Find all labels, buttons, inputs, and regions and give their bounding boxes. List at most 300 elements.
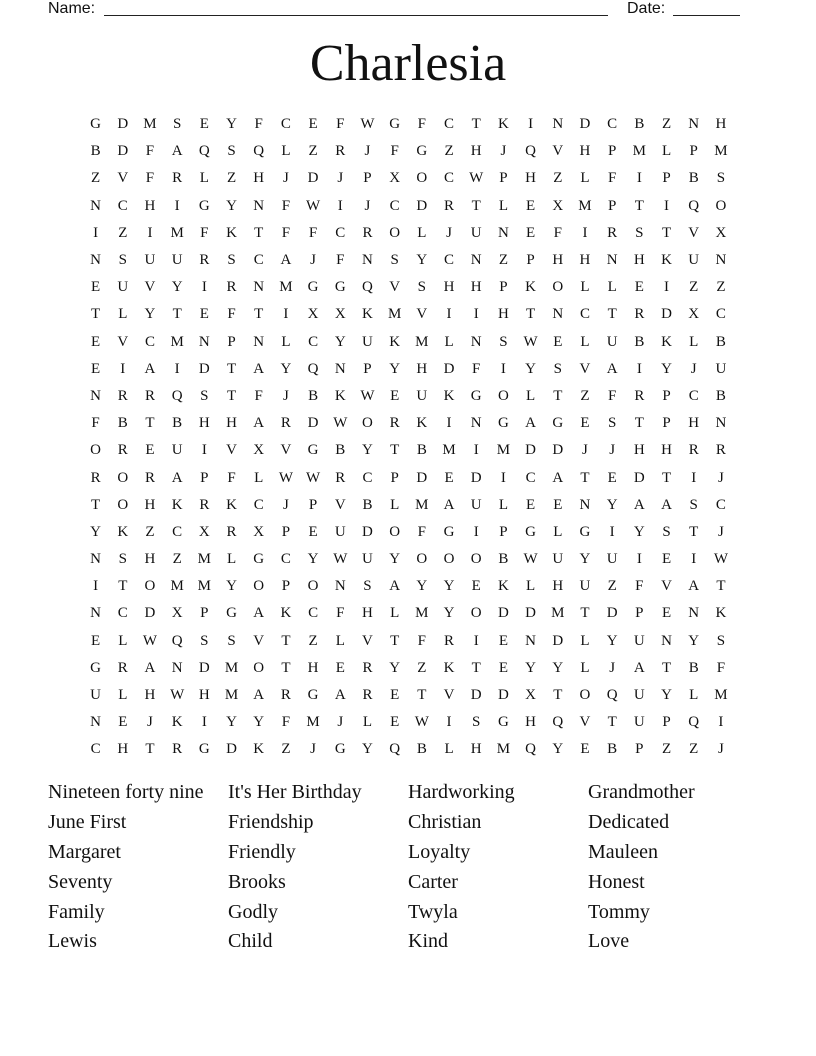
grid-letter: G [307, 687, 319, 704]
grid-letter: I [691, 551, 697, 568]
grid-letter: K [362, 306, 373, 323]
grid-letter: O [117, 469, 129, 486]
grid-letter: O [470, 605, 482, 622]
grid-letter: R [226, 523, 237, 540]
word-bank-item: Mauleen [588, 840, 658, 863]
grid-letter: D [226, 741, 237, 758]
grid-letter: I [582, 224, 588, 241]
grid-letter: Y [416, 578, 428, 595]
word-bank-item: Loyalty [408, 840, 471, 863]
grid-letter: D [144, 605, 156, 622]
grid-letter: Q [171, 387, 183, 404]
grid-letter: N [90, 551, 102, 568]
grid-letter: E [199, 306, 209, 323]
grid-letter: O [253, 659, 265, 676]
page-title: Charlesia [309, 35, 507, 92]
grid-row [82, 274, 735, 301]
grid-letter: C [280, 116, 291, 133]
grid-letter: U [171, 442, 183, 459]
grid-letter: J [282, 387, 289, 404]
grid-row [82, 301, 735, 328]
grid-letter: D [362, 523, 373, 540]
grid-letter: C [335, 224, 346, 241]
grid-letter: P [662, 714, 671, 731]
grid-letter: Y [525, 360, 537, 377]
grid-letter: S [689, 496, 698, 513]
grid-letter: Z [607, 578, 617, 595]
grid-letter: V [416, 306, 428, 323]
grid-letter: O [90, 442, 102, 459]
grid-letter: I [636, 551, 642, 568]
grid-letter: L [689, 687, 699, 704]
grid-letter: I [93, 224, 99, 241]
grid-letter: H [307, 659, 319, 676]
grid-letter: X [688, 306, 700, 323]
grid-letter: X [307, 306, 319, 323]
grid-row [82, 193, 735, 220]
grid-letter: R [280, 687, 291, 704]
grid-letter: S [472, 714, 481, 731]
grid-letter: J [337, 170, 344, 187]
grid-letter: H [552, 578, 564, 595]
grid-letter: U [416, 387, 428, 404]
grid-letter: F [607, 170, 617, 187]
grid-letter: W [142, 632, 158, 649]
grid-letter: N [688, 116, 700, 133]
grid-letter: L [417, 224, 427, 241]
grid-letter: E [91, 333, 101, 350]
grid-letter: T [254, 224, 264, 241]
grid-letter: H [633, 442, 645, 459]
grid-row [82, 628, 735, 655]
grid-letter: I [691, 469, 697, 486]
grid-letter: T [553, 387, 563, 404]
grid-letter: B [90, 143, 101, 160]
grid-letter: N [497, 224, 509, 241]
grid-letter: G [443, 523, 455, 540]
grid-letter: U [117, 279, 129, 296]
grid-letter: X [198, 523, 210, 540]
grid-letter: A [171, 469, 183, 486]
grid-letter: D [525, 442, 537, 459]
word-bank-item: Honest [588, 870, 645, 893]
grid-letter: Q [389, 741, 401, 758]
grid-row [82, 138, 735, 165]
grid-letter: H [117, 741, 129, 758]
grid-letter: E [553, 496, 563, 513]
grid-letter: M [578, 197, 592, 214]
letter-grid [82, 111, 735, 764]
grid-letter: A [253, 687, 265, 704]
grid-letter: I [473, 442, 479, 459]
grid-letter: V [117, 333, 129, 350]
grid-row [82, 111, 735, 138]
grid-letter: I [174, 197, 180, 214]
grid-letter: Y [226, 197, 237, 214]
grid-letter: B [715, 387, 726, 404]
grid-letter: H [198, 415, 210, 432]
grid-letter: T [634, 415, 644, 432]
grid-letter: U [688, 252, 700, 269]
grid-letter: Y [633, 523, 645, 540]
name-label: Name: [48, 0, 96, 17]
grid-letter: C [688, 387, 699, 404]
grid-row [82, 437, 735, 464]
grid-letter: I [201, 442, 207, 459]
grid-letter: H [253, 170, 265, 187]
grid-letter: U [633, 714, 645, 731]
grid-letter: T [417, 687, 427, 704]
grid-letter: Y [443, 605, 455, 622]
word-bank-item: Family [48, 900, 105, 923]
grid-letter: X [552, 197, 564, 214]
grid-letter: A [253, 360, 265, 377]
grid-letter: N [470, 333, 482, 350]
grid-letter: E [634, 279, 644, 296]
grid-letter: L [661, 143, 672, 160]
word-bank-item: Seventy [48, 870, 113, 893]
grid-letter: Z [661, 741, 672, 758]
grid-letter: P [200, 605, 209, 622]
grid-letter: K [525, 279, 537, 296]
grid-letter: N [253, 333, 265, 350]
grid-letter: N [606, 252, 618, 269]
grid-letter: W [523, 551, 538, 568]
grid-letter: A [525, 415, 537, 432]
grid-letter: K [497, 116, 509, 133]
grid-letter: I [500, 360, 506, 377]
grid-letter: J [147, 714, 153, 731]
grid-letter: K [171, 496, 183, 513]
grid-row [82, 546, 735, 573]
grid-letter: A [552, 469, 564, 486]
grid-letter: B [362, 496, 373, 513]
grid-letter: T [634, 197, 644, 214]
grid-letter: F [607, 387, 617, 404]
grid-letter: L [553, 523, 563, 540]
grid-letter: F [336, 252, 345, 269]
grid-letter: F [336, 605, 345, 622]
grid-letter: Y [226, 714, 237, 731]
grid-letter: C [362, 469, 373, 486]
grid-letter: S [172, 116, 182, 133]
word-bank-row [48, 927, 768, 957]
grid-letter: N [552, 116, 564, 133]
grid-letter: R [634, 387, 645, 404]
grid-letter: B [308, 387, 319, 404]
word-bank-item: Godly [228, 900, 278, 923]
grid-letter: N [525, 632, 537, 649]
grid-letter: B [634, 333, 645, 350]
grid-letter: U [144, 252, 156, 269]
grid-letter: U [470, 496, 482, 513]
grid-letter: Z [498, 252, 508, 269]
grid-letter: C [117, 197, 128, 214]
grid-letter: D [307, 415, 319, 432]
grid-letter: M [143, 116, 157, 133]
grid-letter: V [334, 496, 346, 513]
grid-letter: D [443, 360, 455, 377]
grid-letter: H [579, 143, 591, 160]
grid-letter: Q [525, 741, 537, 758]
grid-letter: G [90, 116, 102, 133]
grid-letter: G [470, 387, 482, 404]
grid-letter: U [334, 523, 346, 540]
grid-letter: H [525, 170, 537, 187]
grid-letter: I [201, 279, 207, 296]
grid-letter: L [390, 496, 400, 513]
grid-letter: R [172, 170, 183, 187]
grid-letter: I [446, 306, 452, 323]
grid-row [82, 709, 735, 736]
grid-letter: K [389, 333, 401, 350]
grid-letter: F [281, 197, 291, 214]
grid-letter: S [499, 333, 508, 350]
grid-letter: M [224, 659, 239, 676]
grid-letter: B [335, 442, 346, 459]
grid-letter: Y [389, 659, 401, 676]
grid-letter: M [387, 306, 402, 323]
grid-letter: T [689, 523, 699, 540]
grid-letter: I [283, 306, 289, 323]
grid-letter: E [553, 333, 563, 350]
grid-letter: J [500, 143, 507, 160]
grid-letter: S [390, 252, 399, 269]
grid-letter: N [334, 360, 346, 377]
grid-letter: Q [688, 714, 700, 731]
grid-letter: E [526, 197, 536, 214]
grid-letter: H [525, 714, 537, 731]
grid-letter: Y [226, 116, 237, 133]
grid-letter: J [310, 741, 317, 758]
grid-letter: J [446, 224, 452, 241]
grid-letter: Z [580, 387, 590, 404]
grid-letter: W [713, 551, 728, 568]
grid-letter: U [633, 687, 645, 704]
grid-letter: A [280, 252, 292, 269]
grid-letter: X [525, 687, 537, 704]
grid-letter: R [90, 469, 101, 486]
grid-letter: E [580, 741, 590, 758]
grid-letter: U [633, 632, 645, 649]
grid-letter: I [446, 714, 452, 731]
grid-letter: U [606, 333, 618, 350]
grid-letter: F [254, 387, 263, 404]
grid-letter: Y [334, 333, 346, 350]
grid-letter: E [661, 605, 672, 622]
grid-letter: N [253, 197, 265, 214]
word-bank-row [48, 838, 768, 868]
grid-letter: D [525, 605, 537, 622]
grid-letter: F [281, 224, 291, 241]
grid-letter: G [307, 279, 319, 296]
grid-letter: Q [307, 360, 319, 377]
grid-letter: N [715, 252, 727, 269]
grid-letter: B [498, 551, 509, 568]
grid-letter: H [416, 360, 428, 377]
grid-letter: H [144, 687, 156, 704]
grid-letter: Z [689, 279, 699, 296]
grid-letter: M [632, 143, 647, 160]
grid-letter: H [579, 252, 591, 269]
grid-letter: I [473, 306, 479, 323]
grid-letter: I [174, 360, 180, 377]
grid-letter: L [498, 197, 508, 214]
grid-letter: R [199, 252, 210, 269]
grid-letter: F [553, 224, 562, 241]
grid-letter: H [661, 442, 672, 459]
grid-letter: L [199, 170, 209, 187]
grid-letter: O [416, 170, 428, 187]
grid-letter: L [281, 333, 291, 350]
grid-letter: F [227, 469, 236, 486]
grid-letter: S [716, 632, 726, 649]
grid-letter: T [471, 116, 481, 133]
grid-letter: D [470, 469, 482, 486]
grid-letter: R [226, 279, 237, 296]
grid-letter: M [170, 224, 184, 241]
grid-letter: M [197, 578, 212, 595]
grid-letter: D [552, 632, 564, 649]
grid-letter: J [609, 442, 616, 459]
grid-letter: N [90, 197, 102, 214]
grid-letter: I [337, 197, 343, 214]
grid-letter: A [443, 496, 455, 513]
grid-letter: I [664, 279, 670, 296]
grid-letter: P [526, 252, 535, 269]
grid-letter: G [579, 523, 591, 540]
grid-letter: H [144, 496, 156, 513]
grid-letter: I [446, 415, 452, 432]
grid-letter: H [144, 197, 156, 214]
grid-letter: F [308, 224, 318, 241]
grid-letter: F [254, 116, 263, 133]
word-bank-item: Twyla [408, 900, 458, 923]
grid-letter: S [607, 415, 617, 432]
grid-letter: E [607, 469, 617, 486]
grid-letter: P [635, 741, 644, 758]
grid-letter: W [306, 469, 321, 486]
word-bank-item: Child [228, 930, 273, 953]
word-bank-item: June First [48, 811, 127, 834]
grid-letter: Y [226, 578, 237, 595]
date-label: Date: [627, 0, 666, 17]
grid-letter: B [715, 333, 726, 350]
grid-letter: L [362, 714, 373, 731]
grid-letter: V [226, 442, 237, 459]
word-bank-item: Carter [408, 870, 458, 893]
grid-letter: J [690, 360, 697, 377]
grid-letter: D [416, 197, 428, 214]
grid-letter: T [526, 306, 536, 323]
grid-letter: Y [389, 551, 401, 568]
grid-letter: R [117, 659, 128, 676]
grid-letter: Q [525, 143, 537, 160]
grid-letter: E [91, 279, 101, 296]
grid-letter: I [120, 360, 126, 377]
grid-letter: R [117, 442, 128, 459]
grid-letter: J [609, 659, 616, 676]
grid-letter: S [553, 360, 562, 377]
grid-letter: U [362, 551, 373, 568]
grid-letter: R [715, 442, 726, 459]
grid-letter: T [390, 442, 400, 459]
grid-letter: L [118, 632, 128, 649]
grid-letter: I [473, 632, 479, 649]
grid-letter: H [688, 415, 700, 432]
grid-letter: L [580, 333, 590, 350]
grid-letter: W [170, 687, 185, 704]
grid-letter: Y [362, 741, 373, 758]
word-bank-item: Brooks [228, 870, 286, 893]
grid-letter: C [444, 116, 455, 133]
grid-letter: R [117, 387, 128, 404]
grid-row [82, 655, 735, 682]
grid-letter: T [172, 306, 182, 323]
grid-letter: C [90, 741, 101, 758]
grid-row [82, 410, 735, 437]
word-bank-item: Friendly [228, 840, 296, 863]
grid-letter: L [580, 659, 590, 676]
grid-letter: H [198, 687, 210, 704]
grid-letter: E [118, 714, 128, 731]
grid-letter: J [364, 197, 371, 214]
grid-letter: R [634, 306, 645, 323]
grid-row [82, 682, 735, 709]
grid-letter: T [281, 659, 291, 676]
grid-letter: L [580, 170, 590, 187]
grid-letter: F [716, 659, 726, 676]
grid-letter: I [636, 170, 642, 187]
grid-letter: P [662, 387, 671, 404]
grid-letter: V [389, 279, 401, 296]
grid-letter: D [661, 306, 672, 323]
grid-letter: P [390, 469, 399, 486]
grid-letter: R [362, 659, 373, 676]
grid-letter: Y [579, 551, 591, 568]
grid-letter: Y [525, 659, 537, 676]
grid-letter: L [118, 687, 128, 704]
grid-letter: U [171, 252, 183, 269]
grid-letter: S [363, 578, 372, 595]
grid-letter: Y [688, 632, 700, 649]
word-bank-item: It's Her Birthday [228, 781, 362, 804]
grid-letter: W [469, 170, 484, 187]
grid-row [82, 600, 735, 627]
grid-letter: W [333, 551, 348, 568]
grid-letter: D [552, 442, 564, 459]
grid-letter: T [254, 306, 264, 323]
grid-letter: Z [91, 170, 101, 187]
grid-letter: R [280, 415, 291, 432]
grid-letter: S [118, 252, 127, 269]
grid-letter: H [633, 252, 645, 269]
grid-letter: Q [688, 197, 700, 214]
grid-letter: E [145, 442, 155, 459]
grid-letter: E [91, 360, 101, 377]
grid-letter: J [310, 252, 317, 269]
grid-letter: R [335, 469, 346, 486]
grid-letter: G [226, 605, 237, 622]
grid-letter: P [281, 523, 291, 540]
grid-letter: K [661, 252, 672, 269]
grid-letter: D [416, 469, 428, 486]
grid-letter: K [117, 523, 129, 540]
grid-letter: M [224, 687, 239, 704]
grid-letter: F [417, 523, 427, 540]
grid-letter: Y [389, 360, 401, 377]
grid-letter: K [334, 387, 346, 404]
